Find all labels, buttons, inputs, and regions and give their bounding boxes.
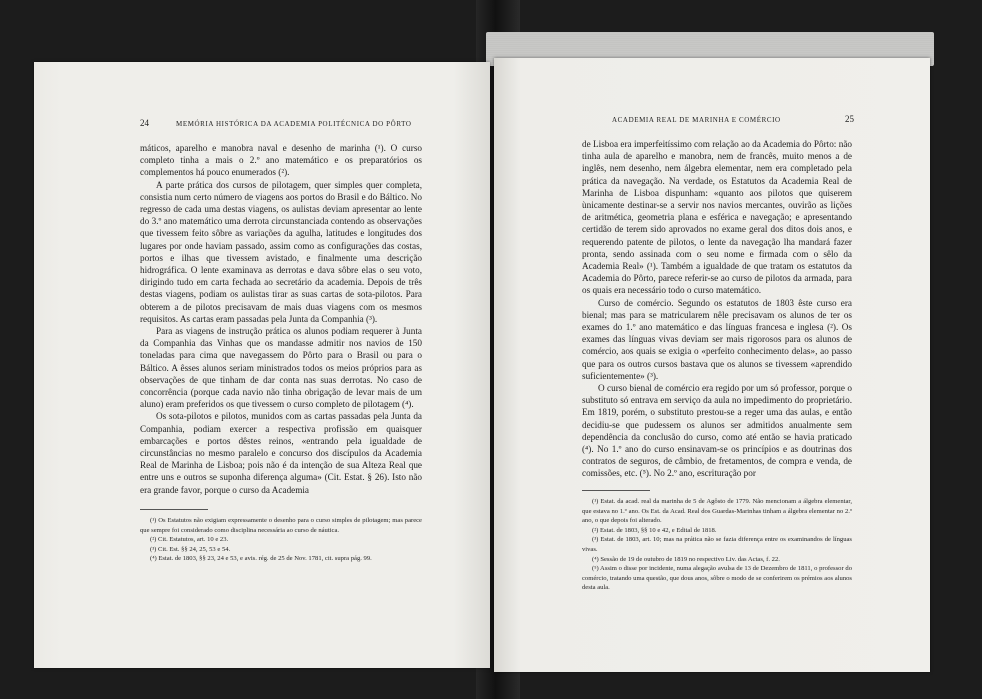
- right-footnotes: [582, 490, 852, 593]
- right-footnote-1: (¹) Estat. da acad. real da marinha de 5 de Agôsto de 1779. Não mencionam a álgebra elementar, que estava no 1.º ano. Os Est. da Acad. Real dos Guardas-Marinhas tinham a álgebra elementar no 2.º ano, o que depois foi alterado.: [582, 498, 852, 525]
- left-paragraph-1: máticos, aparelho e manobra naval e desenho de marinha (¹). O curso completo tinha a mais o 2.º ano matemático e os preparatórios os complementos há pouco enumerados (²).: [140, 143, 422, 178]
- left-running-head: MEMÓRIA HISTÓRICA DA ACADEMIA POLITÉCNICA DO PÔRTO: [176, 120, 412, 128]
- right-footnote-2: (²) Estat. de 1803, §§ 10 e 42, e Edital de 1818.: [592, 526, 717, 534]
- left-paragraph-4: Os sota-pilotos e pilotos, munidos com as cartas passadas pela Junta da Companhia, podiam exercer a respectiva profissão em quaisquer embarcações e portos dêstes reinos, «entrando pela igualdade de circunstâncias no mesmo paralelo e concurso dos discípulos da Academia Real de Marinha de Lisboa; pois não é da intenção de sua Alteza Real que entre uns e outros se suponha diferença alguma» (Cit. Estat. § 26). Isto não era grande favor, porque o curso da Academia: [140, 411, 422, 495]
- right-footnote-5: (⁵) Assim o disse por incidente, numa alegação avulsa de 13 de Dezembro de 1811, o professor do comércio, tratando uma questão, que dous anos, sôbre o modo de se conferirem os prémios aos alunos desta aula.: [582, 565, 852, 592]
- left-page-number: 24: [140, 118, 149, 128]
- right-body-text: [582, 138, 852, 480]
- right-running-head: ACADEMIA REAL DE MARINHA E COMÉRCIO: [612, 116, 781, 124]
- right-paragraph-1: de Lisboa era imperfeitíssimo com relação ao da Academia do Pôrto: não tinha aula de aparelho e manobra, nem de francês, muito menos a de inglês, nem desenho, nem álgebra elementar, nem era completado pela prática da navegação. Na verdade, os Estatutos da Academia Real de Marinha de Lisboa dispunham: «quanto aos pilotos que quiserem ùnicamente destinar-se a servir nos navios mercantes, ouvirão as lições de aritmética, geometria plana e esférica e navegação; e apresentando certidão de terem sido aprovados no exame geral dos ditos dois anos, e requerendo patente de pilotos, o lente da navegação lha mandará fazer pronta, sendo assinada com o seu nome e firmada com o sêlo da Academia Real» (¹). Também a igualdade de que tratam os estatutos da Academia do Pôrto, parece referir-se ao curso de pilotos da armada, para os quais era necessário todo o curso matemático.: [582, 139, 852, 296]
- left-footnote-3: (³) Cit. Est. §§ 24, 25, 53 e 54.: [150, 545, 231, 553]
- left-body-text: [140, 142, 422, 496]
- left-footnote-4: (⁴) Estat. de 1803, §§ 23, 24 e 53, e avis. rég. de 25 de Nov. 1781, cit. supra pág. 99.: [150, 555, 372, 563]
- right-page-number: 25: [845, 114, 854, 124]
- right-footnote-3: (³) Estat. de 1803, art. 10; mas na prática não se fazia diferença entre os examinandos de línguas vivas.: [582, 536, 852, 553]
- right-paragraph-3: O curso bienal de comércio era regido por um só professor, porque o substituto só entrava em serviço da aula no impedimento do proprietário. Em 1819, porém, o substituto prestou-se a reger uma das aulas, e então decidiu-se que pudessem os alunos ser admitidos anualmente sem dependência da conclusão do curso, como até então se havia praticado (⁴). No 1.º ano do curso ensinavam-se os princípios e as doutrinas dos contratos de seguros, de câmbio, de fretamentos, de compra e venda, de comissões, etc. (⁵). No 2.º ano, escrituração por: [582, 383, 852, 479]
- left-page: [34, 62, 490, 668]
- left-paragraph-2: A parte prática dos cursos de pilotagem, quer simples quer completa, consistia num certo número de viagens aos portos do Brasil e do Báltico. No regresso de cada uma destas viagens, os aulistas deviam apresentar ao lente do 3.º ano matemático uma derrota circunstanciada contendo as observações que tivessem feito sôbre as variações da agulha, latitudes e longitudes dos lugares por onde haviam passado, assim como as configurações das costas, portos e ilhas que tivessem avistado, e finalmente uma descrição hidrográfica. O lente examinava as derrotas e dava sôbre elas o seu voto, dirigindo tudo em carta fechada ao secretário da academia. Depois de três destas viagens, podiam os aulistas tirar as suas cartas de sota-pilotos. Para obterem a de pilotos precisavam de mais duas viagens com os mesmos requisitos. As cartas eram passadas pela Junta da Companhia (³).: [140, 179, 422, 324]
- left-footnote-2: (²) Cit. Estatutos, art. 10 e 23.: [150, 536, 229, 544]
- right-footnote-rule: [582, 490, 650, 491]
- left-footnotes: [140, 509, 422, 564]
- left-paragraph-3: Para as viagens de instrução prática os alunos podiam requerer à Junta da Companhia das Vinhas que os mandasse admitir nos navios de 150 toneladas para cima que navegassem do Pôrto para o Brasil ou para o Báltico. A êsses alunos seriam ministrados todos os meios próprios para as observações de que tinham de dar conta nas suas derrotas. No caso de concorrência (porque cada navio não tinha obrigação de levar mais de um aluno) eram preferidos os que tivessem o curso completo de pilotagem (⁴).: [140, 326, 422, 410]
- left-footnote-1: (¹) Os Estatutos não exigiam expressamente o desenho para o curso simples de pilotagem; mas parece que sempre foi considerado como disciplina necessária ao curso de náutica.: [140, 517, 422, 534]
- right-paragraph-2: Curso de comércio. Segundo os estatutos de 1803 êste curso era bienal; mas para se matricularem nêle precisavam os alunos de ter os exames do 1.º ano matemático e das línguas francesa e inglesa (²). Os exames das línguas vivas deviam ser mais rigorosos para os alunos de comércio, aos quais se exigia o «perfeito conhecimento delas», ao passo que para os outros cursos bastava que os alunos se tivessem «aprendido suficientemente» (³).: [582, 297, 852, 381]
- right-page: [494, 58, 930, 672]
- right-footnote-4: (⁴) Sessão de 19 de outubro de 1819 no respectivo Liv. das Actas, f. 22.: [592, 555, 780, 563]
- left-footnote-rule: [140, 509, 208, 510]
